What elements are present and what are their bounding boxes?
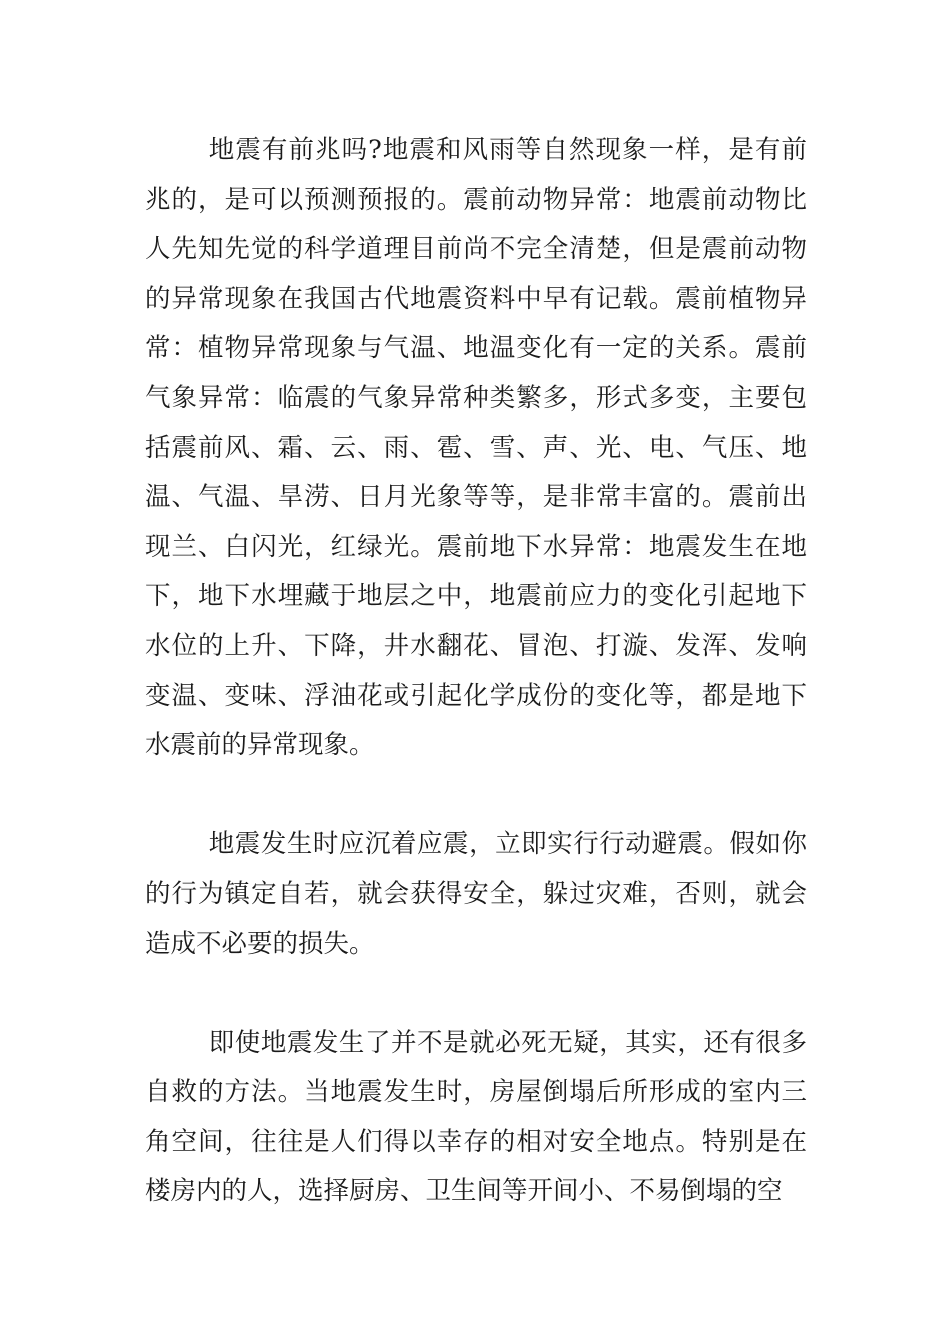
paragraph-earthquake-precursors: 地震有前兆吗?地震和风雨等自然现象一样，是有前兆的，是可以预测预报的。震前动物异常：地震前动物比人先知先觉的科学道理目前尚不完全清楚，但是震前动物的异常现象在我国古代地震资料中早有记载。震前植物异常：植物异常现象与气温、地温变化有一定的关系。震前气象异常：临震的气象异常种类繁多，形式多变，主要包括震前风、霜、云、雨、雹、雪、声、光、电、气压、地温、气温、旱涝、日月光象等等，是非常丰富的。震前出现兰、白闪光，红绿光。震前地下水异常：地震发生在地下，地下水埋藏于地层之中，地震前应力的变化引起地下水位的上升、下降，井水翻花、冒泡、打漩、发浑、发响变温、变味、浮油花或引起化学成份的变化等，都是地下水震前的异常现象。 [145,135,807,761]
paragraph-stay-calm: 地震发生时应沉着应震，立即实行行动避震。假如你的行为镇定自若，就会获得安全，躲过灾难，否则，就会造成不必要的损失。 [145,829,807,959]
document-body [145,126,807,1217]
paragraph-self-rescue: 即使地震发生了并不是就必死无疑，其实，还有很多自救的方法。当地震发生时，房屋倒塌后所形成的室内三角空间，往往是人们得以幸存的相对安全地点。特别是在楼房内的人，选择厨房、卫生间等开间小、不易倒塌的空 [145,1027,807,1207]
